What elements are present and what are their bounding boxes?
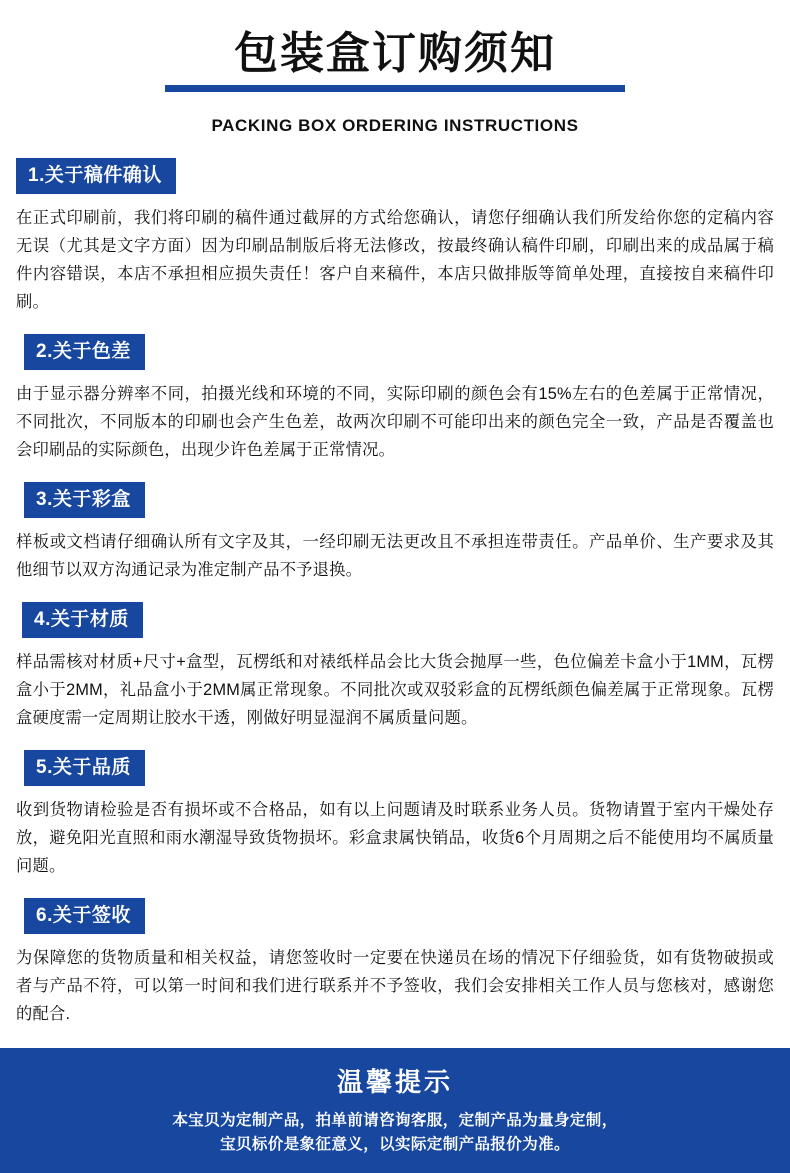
section-heading: 3.关于彩盒	[24, 482, 145, 518]
section-heading: 6.关于签收	[24, 898, 145, 934]
section-manuscript-confirmation	[16, 158, 774, 316]
section-heading: 2.关于色差	[24, 334, 145, 370]
footer-notice	[0, 1048, 790, 1173]
section-color-difference	[16, 334, 774, 464]
section-body: 由于显示器分辨率不同，拍摄光线和环境的不同，实际印刷的颜色会有15%左右的色差属于正常情况，不同批次，不同版本的印刷也会产生色差，故两次印刷不可能印出来的颜色完全一致，产品是否覆盖也会印刷品的实际颜色，出现少许色差属于正常情况。	[16, 385, 774, 460]
section-color-box	[16, 482, 774, 584]
section-body: 样板或文档请仔细确认所有文字及其，一经印刷无法更改且不承担连带责任。产品单价、生产要求及其他细节以双方沟通记录为准定制产品不予退换。	[16, 533, 774, 580]
section-material	[16, 602, 774, 732]
footer-line-2: 宝贝标价是象征意义，以实际定制产品报价为准。	[220, 1135, 570, 1153]
section-body: 为保障您的货物质量和相关权益，请您签收时一定要在快递员在场的情况下仔细验货，如有货物破损或者与产品不符，可以第一时间和我们进行联系并不予签收，我们会安排相关工作人员与您核对，感谢您的配合.	[16, 949, 774, 1024]
page-subtitle: PACKING BOX ORDERING INSTRUCTIONS	[211, 116, 579, 135]
section-heading: 1.关于稿件确认	[16, 158, 176, 194]
section-heading: 5.关于品质	[24, 750, 145, 786]
footer-line-1: 本宝贝为定制产品，拍单前请咨询客服，定制产品为量身定制，	[172, 1111, 618, 1129]
section-body: 在正式印刷前，我们将印刷的稿件通过截屏的方式给您确认，请您仔细确认我们所发给你您的定稿内容无误（尤其是文字方面）因为印刷品制版后将无法修改，按最终确认稿件印刷，印刷出来的成品属于稿件内容错误，本店不承担相应损失责任！客户自来稿件，本店只做排版等简单处理，直接按自来稿件印刷。	[16, 209, 774, 312]
page-title: 包装盒订购须知	[234, 29, 556, 78]
page-header	[16, 0, 774, 136]
section-quality	[16, 750, 774, 880]
title-block	[141, 26, 649, 102]
section-heading: 4.关于材质	[22, 602, 143, 638]
section-body: 收到货物请检验是否有损坏或不合格品，如有以上问题请及时联系业务人员。货物请置于室内干燥处存放，避免阳光直照和雨水潮湿导致货物损坏。彩盒隶属快销品，收货6个月周期之后不能使用均不属质量问题。	[16, 801, 774, 876]
title-underline-rule	[165, 85, 625, 92]
section-receiving	[16, 898, 774, 1028]
footer-title: 温馨提示	[336, 1066, 453, 1097]
section-body: 样品需核对材质+尺寸+盒型，瓦楞纸和对裱纸样品会比大货会抛厚一些，色位偏差卡盒小于1MM，瓦楞盒小于2MM，礼品盒小于2MM属正常现象。不同批次或双驳彩盒的瓦楞纸颜色偏差属于正常现象。瓦楞盒硬度需一定周期让胶水干透，刚做好明显湿润不属质量问题。	[16, 653, 774, 728]
